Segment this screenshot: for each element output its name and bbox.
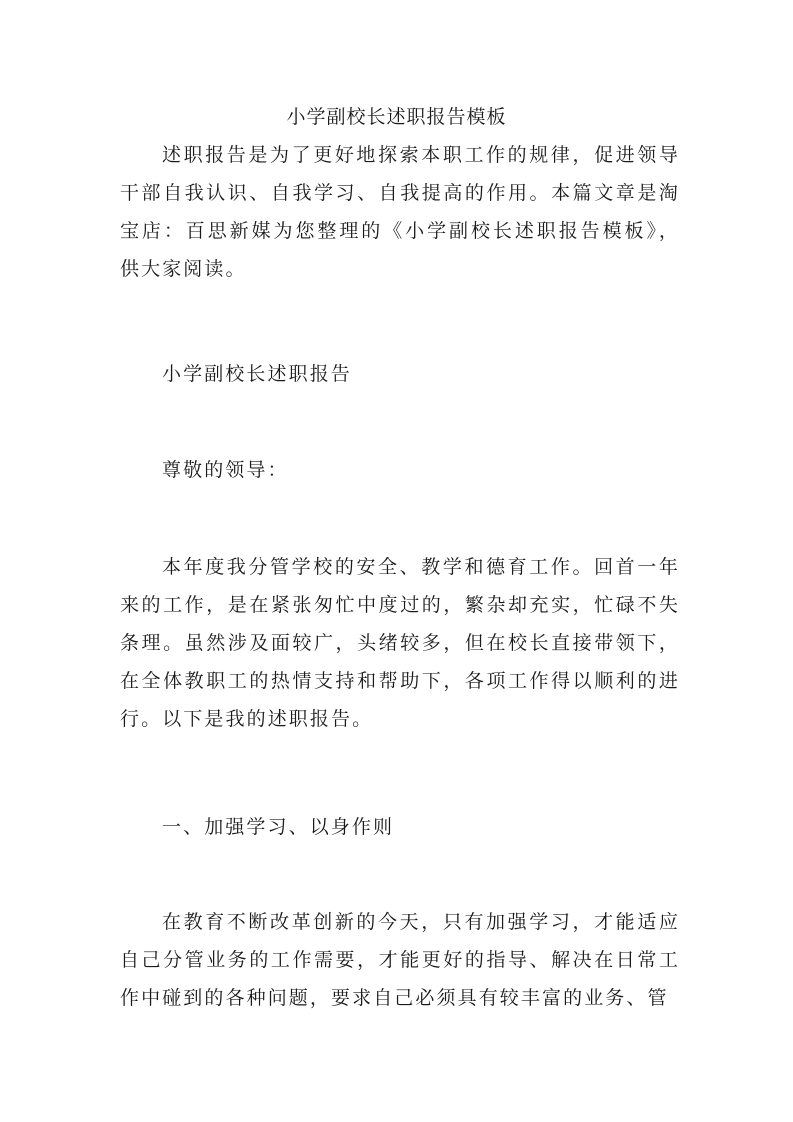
- report-subtitle: 小学副校长述职报告: [162, 363, 352, 385]
- document-title: 小学副校长述职报告模板: [286, 106, 507, 128]
- section-heading-1: 一、加强学习、以身作则: [162, 816, 395, 838]
- body-paragraph-1: 本年度我分管学校的安全、教学和德育工作。回首一年来的工作，是在紧张匆忙中度过的，繁杂却充实，忙碌不失条理。虽然涉及面较广，头绪较多，但在校长直接带领下，在全体教职工的热情支持和帮助下，各项工作得以顺利的进行。以下是我的述职报告。: [120, 556, 680, 730]
- body-paragraph-2: 在教育不断改革创新的今天，只有加强学习，才能适应自己分管业务的工作需要，才能更好的指导、解决在日常工作中碰到的各种问题，要求自己必须具有较丰富的业务、管: [120, 911, 680, 1009]
- greeting-line: 尊敬的领导：: [162, 459, 289, 481]
- intro-paragraph: 述职报告是为了更好地探索本职工作的规律，促进领导干部自我认识、自我学习、自我提高的作用。本篇文章是淘宝店：百思新媒为您整理的《小学副校长述职报告模板》，供大家阅读。: [120, 144, 680, 280]
